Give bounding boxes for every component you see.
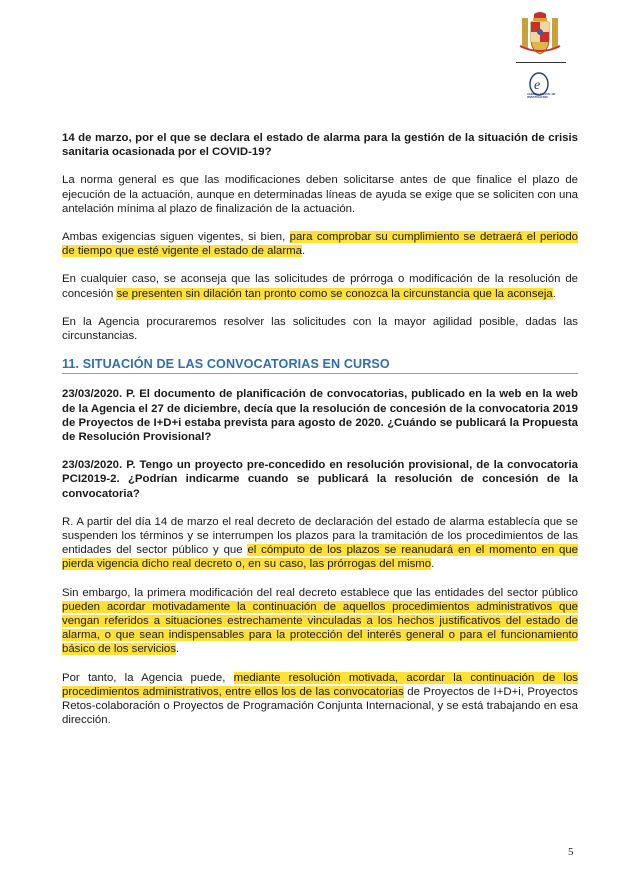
- text-segment: .: [431, 558, 435, 571]
- answer-paragraph-1: [62, 515, 578, 572]
- text-segment: En cualquier caso, se aconseja que las solicitudes de prórroga o modificación de la resolución de concesión: [62, 273, 578, 300]
- answer-paragraph-3: [62, 671, 578, 728]
- document-body: [62, 131, 578, 742]
- text-segment: de Proyectos de I+D+i, Proyectos Retos-colaboración o Proyectos de Programación Conjunta Internacional, y se está trabajando en esa dirección.: [62, 685, 578, 727]
- answer-paragraph-2: [62, 586, 578, 657]
- coat-of-arms-icon: [518, 10, 562, 60]
- text-segment: .: [552, 287, 556, 300]
- paragraph-agency-response: En la Agencia procuraremos resolver las solicitudes con la mayor agilidad posible, dadas las circunstancias.: [62, 315, 578, 343]
- paragraph-requirements: [62, 230, 578, 258]
- svg-text:e: e: [534, 78, 541, 93]
- paragraph-general-rule: La norma general es que las modificaciones deben solicitarse antes de que finalice el plazo de ejecución de la actuación, aunque en determinadas líneas de ayuda se exige que se soliciten con una antelación mínima al plazo de finalización de la actuación.: [62, 174, 578, 215]
- agency-logo-text: AGENCIA ESTATAL DE INVESTIGACIÓN: [527, 93, 556, 99]
- question-planning: 23/03/2020. P. El documento de planificación de convocatorias, publicado en la web en la web de la Agencia el 27 de diciembre, decía que la resolución de concesión de la convocatoria 2019 de Proyectos de I+D+i estaba prevista para agosto de 2020. ¿Cuándo se publicará la Propuesta de Resolución Provisional?: [62, 388, 578, 444]
- text-segment: Ambas exigencias siguen vigentes, si bien,: [62, 231, 290, 244]
- highlighted-text: el cómputo de los plazos se reanudará en el momento en que pierda vigencia dicho real decreto o, en su caso, las prórrogas del mismo: [62, 544, 578, 571]
- text-segment: Por tanto, la Agencia puede,: [62, 671, 234, 684]
- section-heading: 11. SITUACIÓN DE LAS CONVOCATORIAS EN CURSO: [62, 357, 578, 374]
- highlighted-text: se presenten sin dilación tan pronto como se conozca la circunstancia que la aconseja: [116, 287, 553, 300]
- question-pre-granted: 23/03/2020. P. Tengo un proyecto pre-concedido en resolución provisional, de la convocatoria PCI2019-2. ¿Podrían indicarme cuando se publicará la resolución de concesión de la convocatoria?: [62, 459, 578, 500]
- paragraph-question-end: 14 de marzo, por el que se declara el estado de alarma para la gestión de la situación de crisis sanitaria ocasionada por el COVID-19?: [62, 132, 578, 159]
- text-segment: .: [175, 643, 180, 656]
- highlighted-text: para comprobar su cumplimiento se detraerá el periodo de tiempo que esté vigente el estado de alarma: [62, 231, 578, 258]
- page-number: 5: [568, 846, 574, 858]
- highlighted-text: mediante resolución motivada, acordar la continuación de los procedimientos administrativos, entre ellos los de las convocatorias: [62, 671, 578, 698]
- logo-divider: [516, 62, 566, 63]
- text-segment: .: [302, 245, 306, 258]
- text-segment: Sin embargo, la primera modificación del real decreto establece que las entidades del sector público: [62, 586, 578, 599]
- highlighted-text: pueden acordar motivadamente la continuación de aquellos procedimientos administrativos que vengan referidos a situaciones estrechamente vinculadas a los hechos justificativos del estado de alarma, o que sean indispensables para la protección del interés general o para el funcionamiento básico de los servicios: [62, 600, 578, 656]
- paragraph-advice: [62, 272, 578, 300]
- text-segment: R. A partir del día 14 de marzo el real decreto de declaración del estado de alarma establecía que se suspenden los términos y se interrumpen los plazos para la tramitación de los procedimientos de las entidades del sector público y que: [62, 515, 578, 557]
